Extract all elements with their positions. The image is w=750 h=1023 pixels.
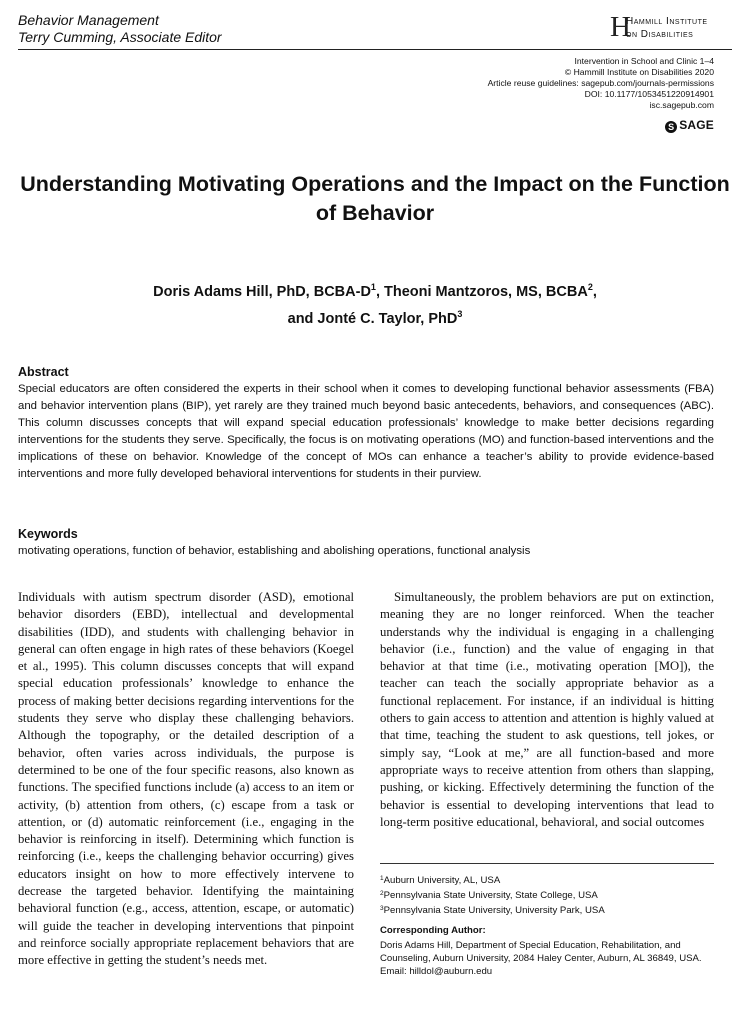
affiliation-number: 2 [380,890,384,897]
hammill-logo-mark: H [610,11,631,43]
journal-meta [488,56,714,111]
copyright-line: © Hammill Institute on Disabilities 2020 [564,67,714,77]
footnote-divider [380,863,714,864]
abstract-heading: Abstract [18,365,69,379]
keywords-heading: Keywords [18,527,78,541]
header-divider [18,49,732,50]
author-separator: , [375,284,384,300]
corresponding-author [380,939,714,978]
sage-circle-icon: S [665,121,677,133]
author-name: Theoni Mantzoros, MS, BCBA [384,284,588,300]
hammill-logo-line-2: on Disabilities [626,29,694,40]
associate-editor: Terry Cumming, Associate Editor [18,29,222,45]
journal-website: isc.sagepub.com [649,100,714,110]
hammill-institute-logo [610,11,732,44]
column-name: Behavior Management [18,12,159,28]
sage-logo [665,118,714,133]
keywords-text: motivating operations, function of behavior, establishing and abolishing operations, functional analysis [18,545,531,557]
affiliation-text: Pennsylvania State University, State College, USA [383,890,598,901]
sage-wordmark: SAGE [679,118,714,132]
body-column-left: Individuals with autism spectrum disorder (ASD), emotional behavior disorders (EBD), intellectual and developmental disabilities (IDD), and students with challenging behavior in general can often engage in high rates of these behaviors (Koegel et al., 1995). This column discusses concepts that will expand special education professionals’ knowledge to enhance the process of making better decisions regarding interventions for the students they serve who display these challenging behaviors. Although the topography, or the detailed description of a behavior, often varies across individuals, the purpose is determined to be one of the four specific reasons, also known as functions. The specified functions include (a) access to an item or activity, (b) attention from others, (c) escape from a task or attention, or (d) automatic reinforcement (i.e., engaging in the behavior is reinforcing in itself). Determining which function is reinforcing (i.e., keeps the challenging behavior occurring) gives educators insight on how to more effectively intervene to decrease the targeted behavior. Identifying the maintaining behavioral function (e.g., access, attention, escape, or automatic) will guide the teacher in developing interventions that pinpoint and reinforce socially appropriate replacement behaviors that are more effective in getting the student’s needs met. [18,590,354,968]
body-column-right: Simultaneously, the problem behaviors are put on extinction, meaning they are no longer reinforced. When the teacher understands why the individual is engaging in a challenging behavior (i.e., function) and the value of engaging in that behavior at that time (i.e., motivating operation [MO]), the teacher can teach the socially appropriate behavior as a functional replacement. For instance, if an individual is hitting others to gain access to attention and attention is highly valued at that time, teaching the student to ask questions, tell jokes, or simply say, “Look at me,” are all function-based and more appropriate ways to receive attention from others than slapping, pushing, or kicking. Effectively determining the function of the behavior is essential to developing interventions that lead to long-term positive educational, behavioral, and social outcomes [380,590,714,829]
corresponding-author-heading: Corresponding Author: [380,925,486,936]
author-affiliation-mark: 3 [457,309,463,319]
affiliation-item [380,902,714,917]
doi-line: DOI: 10.1177/1053451220914901 [584,89,714,99]
affiliations [380,872,714,917]
corresponding-author-email[interactable]: Email: hilldol@auburn.edu [380,966,493,977]
affiliation-number: 1 [380,875,384,882]
author-name: and Jonté C. Taylor, PhD [287,311,458,327]
author-line-1 [20,276,730,303]
journal-citation: Intervention in School and Clinic 1–4 [574,56,714,66]
article-title: Understanding Motivating Operations and the Impact on the Function of Behavior [20,172,730,225]
abstract-text: Special educators are often considered the experts in their school when it comes to developing functional behavior assessments (FBA) and behavior intervention plans (BIP), yet rarely are they trained much beyond basic antecedents, behaviors, and consequences (ABC). This column discusses concepts that will expand special education professionals’ knowledge to make better decisions regarding interventions for the students they serve. Specifically, the focus is on motivating operations (MO) and function-based interventions and the implications of these on behavior. Knowledge of the concept of MOs can enhance a teacher’s ability to provide evidence-based interventions and more fully developed behavioral interventions for students in their purview. [18,383,714,480]
author-name: Doris Adams Hill, PhD, BCBA-D [153,284,371,300]
corresponding-author-address: Doris Adams Hill, Department of Special Education, Rehabilitation, and Counseling, Auburn University, 2084 Haley Center, Auburn, AL 36849, USA. [380,940,702,964]
author-affiliation-mark: 2 [587,282,593,292]
author-separator: , [592,284,597,300]
affiliation-text: Pennsylvania State University, University Park, USA [383,905,605,916]
hammill-logo-line-1: Hammill Institute [626,16,708,27]
author-affiliation-mark: 1 [370,282,376,292]
author-line-2 [20,303,730,330]
author-list [20,276,730,330]
affiliation-number: 3 [380,905,384,912]
affiliation-item [380,872,714,887]
affiliation-text: Auburn University, AL, USA [383,875,501,886]
column-header [18,12,222,46]
reuse-guidelines: Article reuse guidelines: sagepub.com/journals-permissions [487,78,714,88]
affiliation-item [380,887,714,902]
